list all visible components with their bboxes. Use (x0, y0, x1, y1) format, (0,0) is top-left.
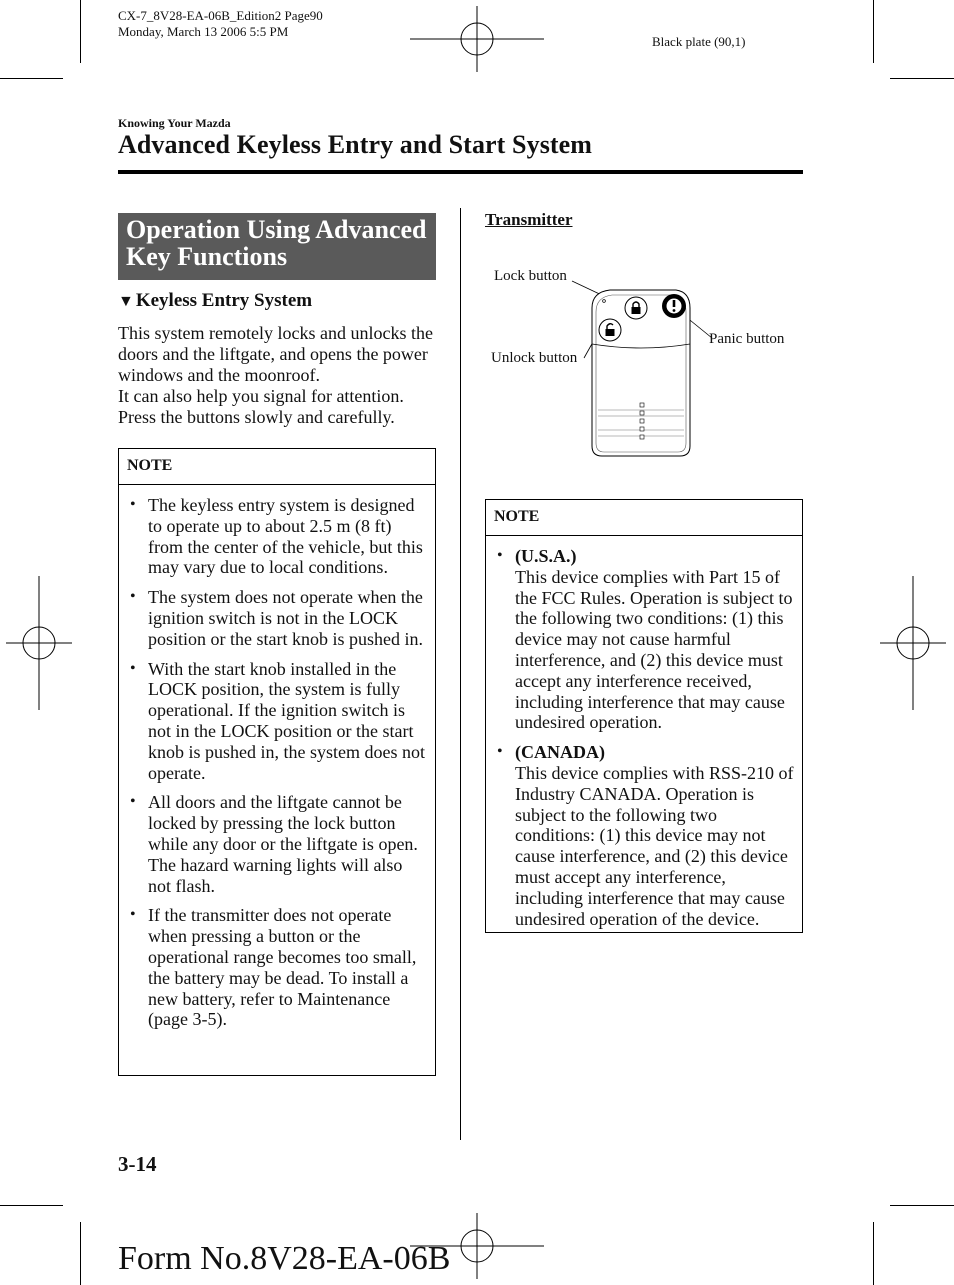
trim-mark (0, 1205, 63, 1206)
banner-line-2: Key Functions (126, 242, 288, 271)
note-heading: NOTE (486, 500, 802, 536)
registration-mark-left (6, 576, 72, 710)
section-banner (118, 213, 436, 280)
trim-mark (0, 78, 63, 79)
unlock-button-label: Unlock button (491, 350, 578, 366)
trim-mark (890, 78, 954, 79)
trim-mark (890, 1205, 954, 1206)
note-list (486, 536, 802, 929)
note-item-usa (515, 546, 796, 733)
transmitter-illustration (480, 260, 800, 470)
intro-text (118, 323, 438, 428)
note-item: • If the transmitter does not operate when pressing a button or the operational range becomes too small, the battery may be dead. To install a new battery, refer to Maintenance (page 3-5). (148, 905, 429, 1030)
note-item-text: This device complies with Part 15 of the FCC Rules. Operation is subject to the following two conditions: (1) this device may not cause harmful interference, and (2) this device must accept any interference received, including interference that may cause undesired operation. (515, 566, 793, 733)
page-number: 3-14 (118, 1152, 157, 1176)
note-item-canada (515, 742, 796, 929)
note-item: • The keyless entry system is designed to operate up to about 2.5 m (8 ft) from the center of the vehicle, but this may vary due to local conditions. (148, 495, 429, 578)
note-box-right (485, 499, 803, 933)
title-rule (118, 170, 803, 174)
print-date-line: Monday, March 13 2006 5:5 PM (118, 24, 289, 39)
print-header (118, 8, 323, 40)
trim-mark (80, 0, 81, 63)
intro-paragraph: It can also help you signal for attention. Press the buttons slowly and carefully. (118, 386, 404, 427)
print-file-line: CX-7_8V28-EA-06B_Edition2 Page90 (118, 8, 323, 23)
lock-button-label: Lock button (494, 268, 567, 284)
trim-mark (80, 1222, 81, 1285)
page-title: Advanced Keyless Entry and Start System (118, 130, 593, 159)
subheading (118, 290, 312, 312)
note-box-left (118, 448, 436, 1076)
note-item-title: • (U.S.A.) (515, 546, 577, 566)
triangle-marker-icon: ▼ (118, 293, 134, 310)
panic-button-label: Panic button (709, 331, 785, 347)
banner-line-1: Operation Using Advanced (126, 215, 427, 244)
note-item-title: • (CANADA) (515, 742, 605, 763)
registration-mark-top (410, 6, 544, 72)
column-divider (460, 208, 461, 1140)
intro-paragraph: This system remotely locks and unlocks the doors and the liftgate, and opens the power windows and the moonroof. (118, 323, 433, 385)
note-list (119, 485, 435, 1030)
note-item-text: This device complies with RSS-210 of Industry CANADA. Operation is subject to the following two conditions: (1) this device may not cause interference, and (2) this device must accept any interference, including interference that may cause undesired operation of the device. (515, 762, 794, 929)
note-item: • The system does not operate when the ignition switch is not in the LOCK position or the start knob is pushed in. (148, 587, 429, 649)
registration-mark-right (880, 576, 946, 710)
section-label: Knowing Your Mazda (118, 116, 231, 130)
note-heading: NOTE (119, 449, 435, 485)
plate-label: Black plate (90,1) (652, 34, 746, 49)
form-number: Form No.8V28-EA-06B (118, 1240, 451, 1277)
trim-mark (873, 0, 874, 63)
transmitter-heading: Transmitter (485, 210, 573, 229)
trim-mark (873, 1222, 874, 1285)
note-item: • All doors and the liftgate cannot be locked by pressing the lock button while any door or the liftgate is open. The hazard warning lights will also not flash. (148, 792, 429, 896)
note-item: • With the start knob installed in the LOCK position, the system is fully operational. If the ignition switch is not in the LOCK position or the start knob is pushed in, the system does not operate. (148, 659, 429, 784)
subheading-text: Keyless Entry System (135, 290, 313, 311)
